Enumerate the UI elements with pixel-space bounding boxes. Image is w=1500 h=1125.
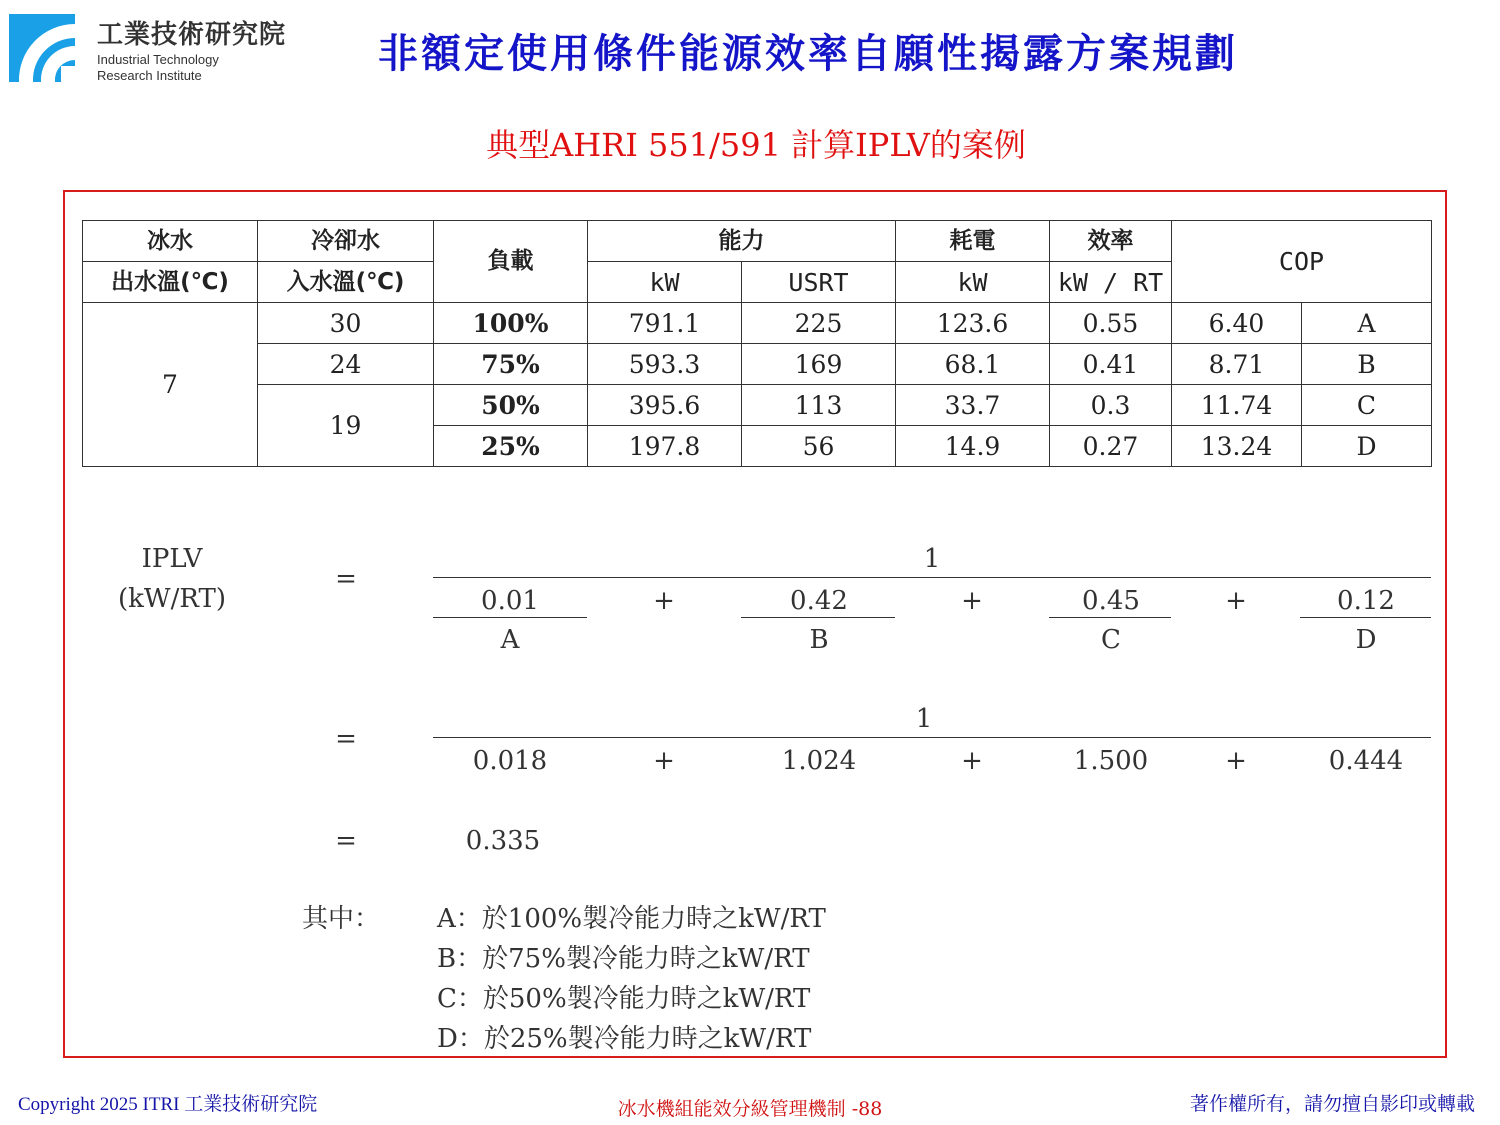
capacity-kw-cell: 197.8 (588, 426, 742, 467)
org-name-english-line2: Research Institute (97, 68, 202, 83)
cop-letter-cell: B (1302, 344, 1432, 385)
term-a-denominator: A (500, 625, 520, 655)
header-capacity: 能力 (588, 221, 896, 262)
footer-rights-notice: 著作權所有，請勿擅自影印或轉載 (1189, 1093, 1475, 1115)
header-efficiency-unit: kW / RT (1050, 262, 1172, 303)
capacity-usrt-cell: 169 (742, 344, 896, 385)
load-cell: 25% (434, 426, 588, 467)
efficiency-cell: 0.55 (1050, 303, 1172, 344)
step2-term-b: 1.024 (781, 746, 857, 776)
step2-fraction-bar (433, 737, 1431, 738)
iplv-result: 0.335 (465, 826, 541, 856)
iplv-unit: (kW/RT) (118, 584, 226, 614)
cop-cell: 8.71 (1172, 344, 1302, 385)
capacity-kw-cell: 593.3 (588, 344, 742, 385)
step2-numerator: 1 (915, 704, 933, 734)
plus-sign: + (961, 586, 983, 616)
main-fraction-bar (433, 577, 1431, 578)
fraction-numerator: 1 (923, 544, 941, 574)
header-capacity-kw: kW (588, 262, 742, 303)
load-cell: 50% (434, 385, 588, 426)
footer-copyright: Copyright 2025 ITRI 工業技術研究院 (18, 1094, 318, 1115)
page-title: 非額定使用條件能源效率自願性揭露方案規劃 (378, 31, 1238, 77)
efficiency-cell: 0.3 (1050, 385, 1172, 426)
header-power-kw: kW (896, 262, 1050, 303)
header-power: 耗電 (896, 221, 1050, 262)
term-b-numerator: 0.42 (790, 586, 848, 616)
cop-cell: 6.40 (1172, 303, 1302, 344)
org-name-chinese: 工業技術研究院 (97, 20, 287, 50)
header-cop: COP (1172, 221, 1432, 303)
term-c-denominator: C (1101, 625, 1121, 655)
cooling-temp-cell: 24 (258, 344, 434, 385)
capacity-usrt-cell: 56 (742, 426, 896, 467)
note-item: A：於100%製冷能力時之kW/RT (437, 904, 826, 934)
step2-term-a: 0.018 (472, 746, 548, 776)
header-cooling-water-temp: 入水溫(℃) (258, 262, 434, 303)
iplv-label: IPLV (141, 544, 203, 574)
performance-table (82, 220, 1432, 467)
power-kw-cell: 123.6 (896, 303, 1050, 344)
equals-sign: = (335, 564, 357, 594)
plus-sign: + (1225, 746, 1247, 776)
org-name-english-line1: Industrial Technology (97, 52, 219, 67)
plus-sign: + (653, 586, 675, 616)
table-row (83, 385, 1432, 426)
note-item: B：於75%製冷能力時之kW/RT (437, 944, 810, 974)
equals-sign: = (335, 826, 357, 856)
cooling-temp-cell: 30 (258, 303, 434, 344)
cop-cell: 11.74 (1172, 385, 1302, 426)
plus-sign: + (653, 746, 675, 776)
capacity-kw-cell: 791.1 (588, 303, 742, 344)
chilled-water-temp-cell: 7 (83, 303, 258, 467)
plus-sign: + (1225, 586, 1247, 616)
capacity-kw-cell: 395.6 (588, 385, 742, 426)
notes-label: 其中： (302, 904, 381, 934)
term-b-denominator: B (809, 625, 829, 655)
cop-cell: 13.24 (1172, 426, 1302, 467)
efficiency-cell: 0.27 (1050, 426, 1172, 467)
term-d-fraction-bar (1300, 617, 1431, 618)
header-load: 負載 (434, 221, 588, 303)
cop-letter-cell: D (1302, 426, 1432, 467)
step2-term-c: 1.500 (1073, 746, 1149, 776)
step2-term-d: 0.444 (1328, 746, 1404, 776)
term-c-numerator: 0.45 (1082, 586, 1140, 616)
power-kw-cell: 33.7 (896, 385, 1050, 426)
term-d-denominator: D (1355, 625, 1377, 655)
capacity-usrt-cell: 225 (742, 303, 896, 344)
term-b-fraction-bar (741, 617, 895, 618)
cop-letter-cell: A (1302, 303, 1432, 344)
itri-logo (9, 14, 75, 82)
section-subtitle: 典型AHRI 551/591 計算IPLV的案例 (486, 126, 1026, 164)
term-a-fraction-bar (433, 617, 587, 618)
header-chilled-water: 冰水 (83, 221, 258, 262)
power-kw-cell: 14.9 (896, 426, 1050, 467)
load-cell: 100% (434, 303, 588, 344)
term-c-fraction-bar (1049, 617, 1171, 618)
cop-letter-cell: C (1302, 385, 1432, 426)
term-d-numerator: 0.12 (1337, 586, 1395, 616)
header-efficiency: 效率 (1050, 221, 1172, 262)
efficiency-cell: 0.41 (1050, 344, 1172, 385)
header-capacity-usrt: USRT (742, 262, 896, 303)
note-item: C：於50%製冷能力時之kW/RT (437, 984, 811, 1014)
term-a-numerator: 0.01 (481, 586, 539, 616)
load-cell: 75% (434, 344, 588, 385)
capacity-usrt-cell: 113 (742, 385, 896, 426)
header-cooling-water: 冷卻水 (258, 221, 434, 262)
header-chilled-water-temp: 出水溫(℃) (83, 262, 258, 303)
cooling-temp-cell: 19 (258, 385, 434, 467)
equals-sign: = (335, 724, 357, 754)
table-row (83, 303, 1432, 344)
table-row (83, 344, 1432, 385)
plus-sign: + (961, 746, 983, 776)
power-kw-cell: 68.1 (896, 344, 1050, 385)
note-item: D：於25%製冷能力時之kW/RT (437, 1024, 812, 1054)
footer-page-label: 冰水機組能效分級管理機制 -88 (617, 1098, 883, 1120)
